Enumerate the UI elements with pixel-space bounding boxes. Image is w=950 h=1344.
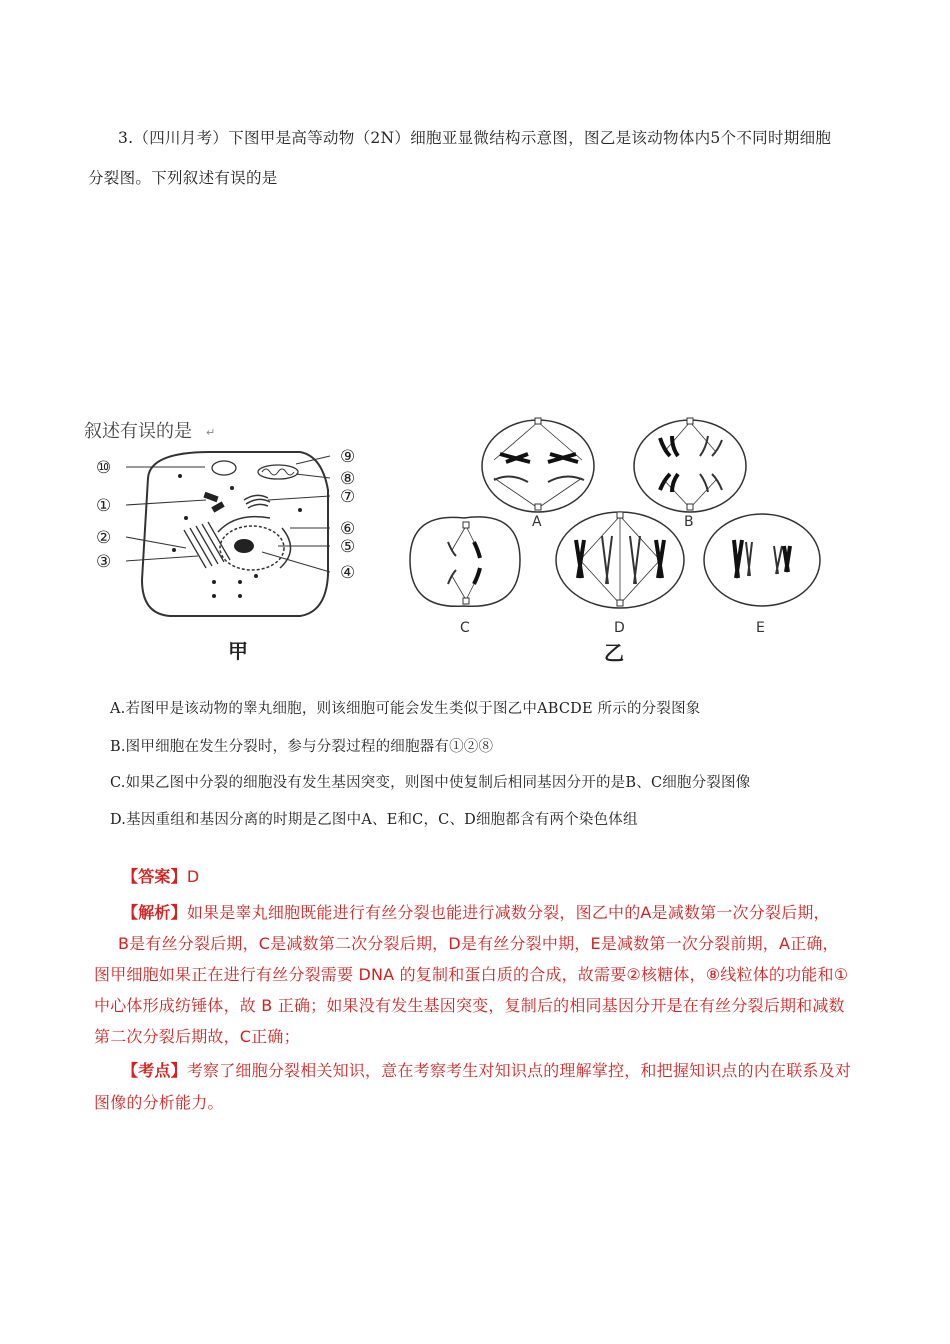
label-9: ⑨ — [340, 447, 356, 467]
kaodian-line-1 — [122, 1058, 851, 1081]
label-4: ④ — [340, 563, 356, 583]
question-line-2: 分裂图。下列叙述有误的是 — [88, 169, 278, 187]
label-10: ⑩ — [96, 458, 112, 478]
figure-svg — [0, 400, 950, 680]
kaodian-tag: 【考点】 — [122, 1061, 187, 1080]
analysis-line-4: 中心体形成纺锤体，故 B 正确；如果没有发生基因突变，复制后的相同基因分开是在有丝分裂后期和减数 — [94, 996, 845, 1015]
analysis-text-1: 如果是睾丸细胞既能进行有丝分裂也能进行减数分裂，图乙中的A是减数第一次分裂后期， — [186, 903, 830, 922]
analysis-tag: 【解析】 — [122, 903, 187, 922]
label-8: ⑧ — [340, 469, 356, 489]
jia-label: 甲 — [228, 639, 248, 663]
cell-jia — [96, 447, 355, 663]
figure-crop-caption: 叙述有误的是 — [84, 421, 192, 442]
analysis-line-5: 第二次分裂后期故，C正确； — [94, 1027, 300, 1046]
option-b: B.图甲细胞在发生分裂时，参与分裂过程的细胞器有①②⑧ — [110, 739, 494, 755]
question-line-1: 3.（四川月考）下图甲是高等动物（2N）细胞亚显微结构示意图，图乙是该动物体内5个不同时期细胞 — [118, 129, 832, 147]
cell-label-e: E — [756, 620, 765, 636]
analysis-line-2: B是有丝分裂后期，C是减数第二次分裂后期，D是有丝分裂中期，E是减数第一次分裂前期，A正确， — [118, 934, 839, 953]
label-5: ⑤ — [340, 537, 356, 557]
answer-line — [122, 864, 199, 887]
option-d: D.基因重组和基因分离的时期是乙图中A、E和C，C、D细胞都含有两个染色体组 — [110, 812, 638, 828]
kaodian-text-1: 考察了细胞分裂相关知识，意在考察考生对知识点的理解掌控，和把握知识点的内在联系及对 — [186, 1061, 852, 1080]
label-3: ③ — [96, 552, 112, 572]
cell-label-b: B — [684, 514, 694, 530]
label-6: ⑥ — [340, 519, 356, 539]
kaodian-line-2: 图像的分析能力。 — [94, 1093, 224, 1112]
analysis-line-3: 图甲细胞如果正在进行有丝分裂需要 DNA 的复制和蛋白质的合成，故需要②核糖体，⑧线粒体的功能和① — [94, 965, 849, 984]
answer-tag: 【答案】 — [122, 867, 187, 886]
cell-yi — [410, 418, 820, 608]
cell-label-a: A — [532, 514, 542, 530]
analysis-line-1 — [122, 900, 830, 923]
label-2: ② — [96, 528, 112, 548]
answer-value: D — [186, 867, 200, 886]
return-mark: ↵ — [206, 426, 216, 439]
option-a: A.若图甲是该动物的睾丸细胞，则该细胞可能会发生类似于图乙中ABCDE 所示的分裂图象 — [110, 701, 701, 717]
cell-label-c: C — [460, 620, 470, 636]
option-c: C.如果乙图中分裂的细胞没有发生基因突变，则图中使复制后相同基因分开的是B、C细胞分裂图像 — [110, 775, 751, 791]
label-1: ① — [96, 496, 112, 516]
label-7: ⑦ — [340, 487, 356, 507]
yi-label: 乙 — [604, 641, 624, 665]
figure — [0, 400, 950, 680]
cell-label-d: D — [614, 620, 625, 636]
